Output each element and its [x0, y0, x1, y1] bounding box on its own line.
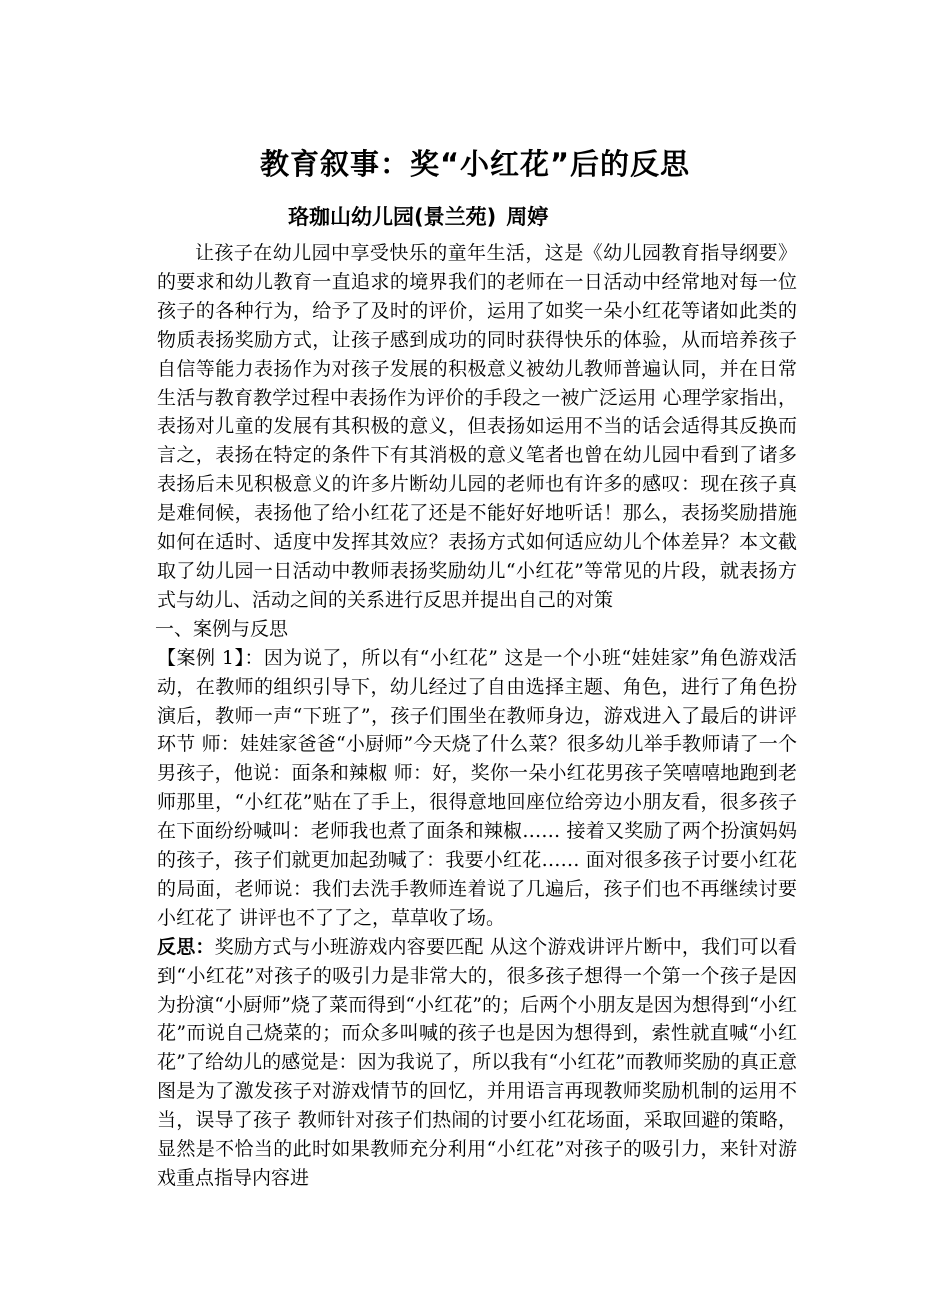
reflection-paragraph	[157, 933, 797, 1193]
case1-label: 【案例 1】	[157, 646, 245, 669]
case1-text: ：因为说了，所以有“小红花” 这是一个小班“娃娃家”角色游戏活动，在教师的组织引导下，幼儿经过了自由选择主题、角色，进行了角色扮演后，教师一声“下班了”，孩子们围坐在教师身边，游戏进入了最后的讲评环节 师：娃娃家爸爸“小厨师”今天烧了什么菜？很多幼儿举手教师请了一个男孩子，他说：面条和辣椒 师：好，奖你一朵小红花男孩子笑嘻嘻地跑到老师那里，“小红花”贴在了手上，很得意地回座位给旁边小朋友看，很多孩子在下面纷纷喊叫：老师我也煮了面条和辣椒…… 接着又奖励了两个扮演妈妈的孩子，孩子们就更加起劲喊了：我要小红花…… 面对很多孩子讨要小红花的局面，老师说：我们去洗手教师连着说了几遍后，孩子们也不再继续讨要小红花了 讲评也不了了之，草草收了场。	[157, 646, 797, 929]
case1-paragraph	[157, 644, 797, 933]
author-name: 周婷	[506, 205, 549, 229]
author-school: 珞珈山幼儿园(景兰苑)	[288, 205, 497, 229]
section-heading: 一、案例与反思	[155, 617, 289, 640]
document-title: 教育叙事：奖“小红花”后的反思	[259, 147, 691, 181]
document-body	[157, 239, 797, 1193]
author-line	[288, 199, 548, 235]
reflection-text: 奖励方式与小班游戏内容要匹配 从这个游戏讲评片断中，我们可以看到“小红花”对孩子的吸引力是非常大的，很多孩子想得一个第一个孩子是因为扮演“小厨师”烧了菜而得到“小红花”的；后两个小朋友是因为想得到“小红花”而说自己烧菜的；而众多叫喊的孩子也是因为想得到，索性就直喊“小红花”了给幼儿的感觉是：因为我说了，所以我有“小红花”而教师奖励的真正意图是为了激发孩子对游戏情节的回忆，并用语言再现教师奖励机制的运用不当，误导了孩子 教师针对孩子们热闹的讨要小红花场面，采取回避的策略，显然是不恰当的此时如果教师充分利用“小红花”对孩子的吸引力，来针对游戏重点指导内容进	[157, 935, 797, 1189]
reflection-label: 反思：	[157, 935, 215, 958]
intro-paragraph: 让孩子在幼儿园中享受快乐的童年生活，这是《幼儿园教育指导纲要》的要求和幼儿教育一直追求的境界我们的老师在一日活动中经常地对每一位孩子的各种行为，给予了及时的评价，运用了如奖一朵小红花等诸如此类的物质表扬奖励方式，让孩子感到成功的同时获得快乐的体验，从而培养孩子自信等能力表扬作为对孩子发展的积极意义被幼儿教师普遍认同，并在日常生活与教育教学过程中表扬作为评价的手段之一被广泛运用 心理学家指出，表扬对儿童的发展有其积极的意义，但表扬如运用不当的话会适得其反换而言之，表扬在特定的条件下有其消极的意义笔者也曾在幼儿园中看到了诸多表扬后未见积极意义的许多片断幼儿园的老师也有许多的感叹：现在孩子真是难伺候，表扬他了给小红花了还是不能好好地听话！那么，表扬奖励措施如何在适时、适度中发挥其效应？表扬方式如何适应幼儿个体差异？本文截取了幼儿园一日活动中教师表扬奖励幼儿“小红花”等常见的片段，就表扬方式与幼儿、活动之间的关系进行反思并提出自己的对策	[157, 242, 797, 611]
